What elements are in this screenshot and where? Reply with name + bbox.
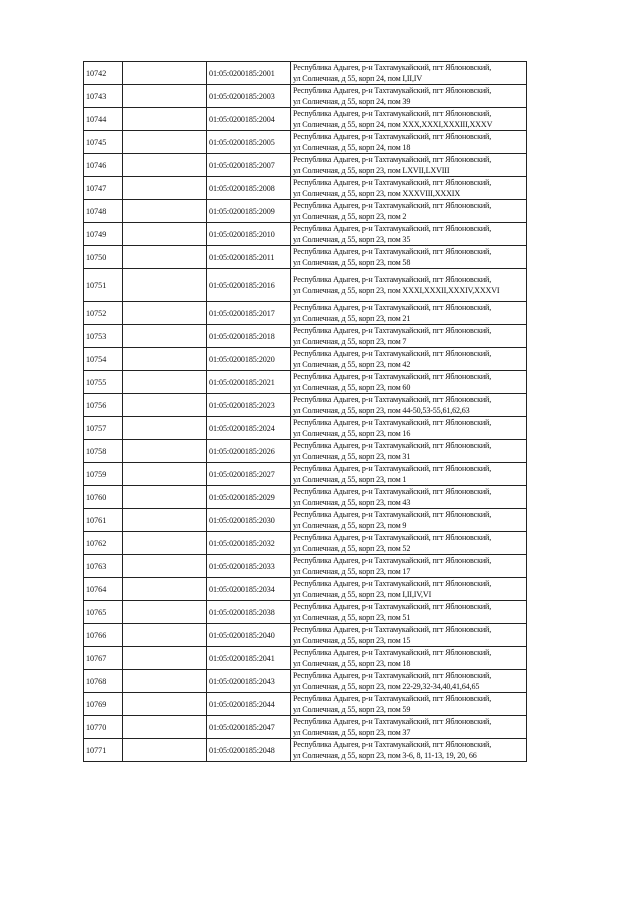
table-row — [84, 486, 527, 509]
record-number-cell: 10759 — [84, 463, 123, 486]
address-line-2: ул Солнечная, д 55, корп 23, пом 16 — [293, 429, 411, 438]
empty-cell — [123, 647, 207, 670]
record-number-cell: 10769 — [84, 693, 123, 716]
record-number-cell: 10758 — [84, 440, 123, 463]
table-row — [84, 716, 527, 739]
address-line-2: ул Солнечная, д 55, корп 23, пом 1 — [293, 475, 407, 484]
address-line-2: ул Солнечная, д 55, корп 24, пом XXX,XXXI,XXXIII,XXXV — [293, 120, 493, 129]
address-line-1: Республика Адыгея, р-н Тахтамукайский, пгт Яблоновский, — [293, 109, 492, 118]
address-line-1: Республика Адыгея, р-н Тахтамукайский, пгт Яблоновский, — [293, 694, 492, 703]
address-cell — [291, 417, 527, 440]
address-line-1: Республика Адыгея, р-н Тахтамукайский, пгт Яблоновский, — [293, 602, 492, 611]
record-number-cell: 10761 — [84, 509, 123, 532]
address-cell — [291, 85, 527, 108]
record-number-cell: 10765 — [84, 601, 123, 624]
cadastral-number-cell: 01:05:0200185:2011 — [207, 246, 291, 269]
record-number-cell: 10751 — [84, 269, 123, 302]
address-line-1: Республика Адыгея, р-н Тахтамукайский, пгт Яблоновский, — [293, 224, 492, 233]
empty-cell — [123, 302, 207, 325]
table-row — [84, 601, 527, 624]
cadastral-number-cell: 01:05:0200185:2040 — [207, 624, 291, 647]
address-line-2: ул Солнечная, д 55, корп 23, пом 17 — [293, 567, 411, 576]
empty-cell — [123, 440, 207, 463]
address-line-2: ул Солнечная, д 55, корп 23, пом 15 — [293, 636, 411, 645]
address-cell — [291, 532, 527, 555]
address-line-1: Республика Адыгея, р-н Тахтамукайский, пгт Яблоновский, — [293, 510, 492, 519]
registry-table-body — [84, 62, 527, 762]
address-cell — [291, 486, 527, 509]
empty-cell — [123, 223, 207, 246]
address-cell — [291, 670, 527, 693]
address-cell — [291, 62, 527, 85]
address-line-1: Республика Адыгея, р-н Тахтамукайский, пгт Яблоновский, — [293, 326, 492, 335]
address-line-2: ул Солнечная, д 55, корп 23, пом 51 — [293, 613, 411, 622]
address-line-2: ул Солнечная, д 55, корп 23, пом 60 — [293, 383, 411, 392]
cadastral-number-cell: 01:05:0200185:2029 — [207, 486, 291, 509]
empty-cell — [123, 108, 207, 131]
record-number-cell: 10766 — [84, 624, 123, 647]
cadastral-number-cell: 01:05:0200185:2020 — [207, 348, 291, 371]
record-number-cell: 10756 — [84, 394, 123, 417]
table-row — [84, 246, 527, 269]
empty-cell — [123, 246, 207, 269]
address-cell — [291, 302, 527, 325]
table-row — [84, 371, 527, 394]
cadastral-number-cell: 01:05:0200185:2034 — [207, 578, 291, 601]
record-number-cell: 10757 — [84, 417, 123, 440]
empty-cell — [123, 85, 207, 108]
empty-cell — [123, 131, 207, 154]
table-row — [84, 200, 527, 223]
address-line-1: Республика Адыгея, р-н Тахтамукайский, пгт Яблоновский, — [293, 155, 492, 164]
empty-cell — [123, 177, 207, 200]
cadastral-number-cell: 01:05:0200185:2005 — [207, 131, 291, 154]
record-number-cell: 10750 — [84, 246, 123, 269]
address-cell — [291, 325, 527, 348]
address-line-1: Республика Адыгея, р-н Тахтамукайский, пгт Яблоновский, — [293, 372, 492, 381]
cadastral-number-cell: 01:05:0200185:2032 — [207, 532, 291, 555]
table-row — [84, 177, 527, 200]
cadastral-number-cell: 01:05:0200185:2021 — [207, 371, 291, 394]
empty-cell — [123, 601, 207, 624]
empty-cell — [123, 693, 207, 716]
cadastral-number-cell: 01:05:0200185:2023 — [207, 394, 291, 417]
address-cell — [291, 601, 527, 624]
record-number-cell: 10771 — [84, 739, 123, 762]
table-row — [84, 440, 527, 463]
empty-cell — [123, 532, 207, 555]
cadastral-number-cell: 01:05:0200185:2018 — [207, 325, 291, 348]
address-line-1: Республика Адыгея, р-н Тахтамукайский, пгт Яблоновский, — [293, 671, 492, 680]
address-line-2: ул Солнечная, д 55, корп 23, пом 58 — [293, 258, 411, 267]
address-line-2: ул Солнечная, д 55, корп 23, пом 59 — [293, 705, 411, 714]
address-line-2: ул Солнечная, д 55, корп 23, пом 18 — [293, 659, 411, 668]
address-cell — [291, 154, 527, 177]
record-number-cell: 10749 — [84, 223, 123, 246]
address-line-1: Республика Адыгея, р-н Тахтамукайский, пгт Яблоновский, — [293, 418, 492, 427]
cadastral-number-cell: 01:05:0200185:2004 — [207, 108, 291, 131]
address-cell — [291, 716, 527, 739]
table-row — [84, 647, 527, 670]
table-row — [84, 269, 527, 302]
table-row — [84, 578, 527, 601]
address-line-1: Республика Адыгея, р-н Тахтамукайский, пгт Яблоновский, — [293, 441, 492, 450]
record-number-cell: 10760 — [84, 486, 123, 509]
address-line-1: Республика Адыгея, р-н Тахтамукайский, пгт Яблоновский, — [293, 349, 492, 358]
address-cell — [291, 578, 527, 601]
empty-cell — [123, 325, 207, 348]
address-line-1: Республика Адыгея, р-н Тахтамукайский, пгт Яблоновский, — [293, 303, 492, 312]
address-cell — [291, 394, 527, 417]
record-number-cell: 10753 — [84, 325, 123, 348]
table-row — [84, 394, 527, 417]
address-line-2: ул Солнечная, д 55, корп 23, пом I,II,IV,VI — [293, 590, 432, 599]
cadastral-number-cell: 01:05:0200185:2048 — [207, 739, 291, 762]
empty-cell — [123, 154, 207, 177]
record-number-cell: 10767 — [84, 647, 123, 670]
address-line-1: Республика Адыгея, р-н Тахтамукайский, пгт Яблоновский, — [293, 86, 492, 95]
cadastral-number-cell: 01:05:0200185:2024 — [207, 417, 291, 440]
address-cell — [291, 269, 527, 302]
address-line-2: ул Солнечная, д 55, корп 23, пом 52 — [293, 544, 411, 553]
table-row — [84, 739, 527, 762]
cadastral-number-cell: 01:05:0200185:2008 — [207, 177, 291, 200]
record-number-cell: 10752 — [84, 302, 123, 325]
table-row — [84, 417, 527, 440]
address-cell — [291, 463, 527, 486]
address-line-2: ул Солнечная, д 55, корп 23, пом 35 — [293, 235, 411, 244]
empty-cell — [123, 486, 207, 509]
address-line-2: ул Солнечная, д 55, корп 24, пом 18 — [293, 143, 411, 152]
property-registry-table — [83, 61, 527, 762]
record-number-cell: 10754 — [84, 348, 123, 371]
empty-cell — [123, 348, 207, 371]
record-number-cell: 10755 — [84, 371, 123, 394]
address-line-1: Республика Адыгея, р-н Тахтамукайский, пгт Яблоновский, — [293, 648, 492, 657]
address-line-1: Республика Адыгея, р-н Тахтамукайский, пгт Яблоновский, — [293, 395, 492, 404]
table-row — [84, 302, 527, 325]
table-row — [84, 223, 527, 246]
table-row — [84, 670, 527, 693]
cadastral-number-cell: 01:05:0200185:2010 — [207, 223, 291, 246]
cadastral-number-cell: 01:05:0200185:2047 — [207, 716, 291, 739]
record-number-cell: 10748 — [84, 200, 123, 223]
address-line-2: ул Солнечная, д 55, корп 23, пом 7 — [293, 337, 407, 346]
address-line-1: Республика Адыгея, р-н Тахтамукайский, пгт Яблоновский, — [293, 275, 492, 284]
address-line-2: ул Солнечная, д 55, корп 23, пом 21 — [293, 314, 411, 323]
table-row — [84, 108, 527, 131]
address-line-2: ул Солнечная, д 55, корп 23, пом 37 — [293, 728, 411, 737]
record-number-cell: 10768 — [84, 670, 123, 693]
record-number-cell: 10745 — [84, 131, 123, 154]
table-row — [84, 532, 527, 555]
address-line-2: ул Солнечная, д 55, корп 23, пом 43 — [293, 498, 411, 507]
empty-cell — [123, 670, 207, 693]
cadastral-number-cell: 01:05:0200185:2007 — [207, 154, 291, 177]
address-line-1: Республика Адыгея, р-н Тахтамукайский, пгт Яблоновский, — [293, 178, 492, 187]
empty-cell — [123, 417, 207, 440]
table-row — [84, 348, 527, 371]
empty-cell — [123, 371, 207, 394]
table-row — [84, 463, 527, 486]
table-row — [84, 693, 527, 716]
address-cell — [291, 200, 527, 223]
record-number-cell: 10762 — [84, 532, 123, 555]
empty-cell — [123, 624, 207, 647]
cadastral-number-cell: 01:05:0200185:2033 — [207, 555, 291, 578]
cadastral-number-cell: 01:05:0200185:2001 — [207, 62, 291, 85]
address-line-2: ул Солнечная, д 55, корп 23, пом 22-29,32-34,40,41,64,65 — [293, 682, 480, 691]
address-line-2: ул Солнечная, д 55, корп 24, пом 39 — [293, 97, 411, 106]
address-cell — [291, 223, 527, 246]
address-line-2: ул Солнечная, д 55, корп 23, пом 44-50,53-55,61,62,63 — [293, 406, 470, 415]
address-line-2: ул Солнечная, д 55, корп 23, пом 31 — [293, 452, 411, 461]
address-cell — [291, 647, 527, 670]
address-cell — [291, 509, 527, 532]
address-line-1: Республика Адыгея, р-н Тахтамукайский, пгт Яблоновский, — [293, 625, 492, 634]
record-number-cell: 10742 — [84, 62, 123, 85]
table-row — [84, 62, 527, 85]
empty-cell — [123, 555, 207, 578]
cadastral-number-cell: 01:05:0200185:2038 — [207, 601, 291, 624]
address-cell — [291, 131, 527, 154]
record-number-cell: 10746 — [84, 154, 123, 177]
address-line-1: Республика Адыгея, р-н Тахтамукайский, пгт Яблоновский, — [293, 247, 492, 256]
record-number-cell: 10763 — [84, 555, 123, 578]
address-line-2: ул Солнечная, д 55, корп 24, пом I,II,IV — [293, 74, 423, 83]
empty-cell — [123, 509, 207, 532]
address-line-2: ул Солнечная, д 55, корп 23, пом 3-6, 8, 11-13, 19, 20, 66 — [293, 751, 477, 760]
address-cell — [291, 555, 527, 578]
table-row — [84, 555, 527, 578]
empty-cell — [123, 463, 207, 486]
record-number-cell: 10744 — [84, 108, 123, 131]
cadastral-number-cell: 01:05:0200185:2030 — [207, 509, 291, 532]
cadastral-number-cell: 01:05:0200185:2041 — [207, 647, 291, 670]
address-line-2: ул Солнечная, д 55, корп 23, пом 2 — [293, 212, 407, 221]
address-line-2: ул Солнечная, д 55, корп 23, пом XXXVIII,XXXIX — [293, 189, 461, 198]
cadastral-number-cell: 01:05:0200185:2027 — [207, 463, 291, 486]
address-line-1: Республика Адыгея, р-н Тахтамукайский, пгт Яблоновский, — [293, 740, 492, 749]
empty-cell — [123, 739, 207, 762]
table-row — [84, 624, 527, 647]
cadastral-number-cell: 01:05:0200185:2017 — [207, 302, 291, 325]
address-cell — [291, 440, 527, 463]
empty-cell — [123, 200, 207, 223]
record-number-cell: 10743 — [84, 85, 123, 108]
table-row — [84, 154, 527, 177]
empty-cell — [123, 269, 207, 302]
address-cell — [291, 177, 527, 200]
address-line-2: ул Солнечная, д 55, корп 23, пом LXVII,LXVIII — [293, 166, 450, 175]
address-line-2: ул Солнечная, д 55, корп 23, пом 9 — [293, 521, 407, 530]
cadastral-number-cell: 01:05:0200185:2009 — [207, 200, 291, 223]
empty-cell — [123, 716, 207, 739]
address-cell — [291, 624, 527, 647]
empty-cell — [123, 578, 207, 601]
empty-cell — [123, 62, 207, 85]
address-line-2: ул Солнечная, д 55, корп 23, пом XXXI,XXXII,XXXIV,XXXVI — [293, 286, 500, 295]
address-cell — [291, 108, 527, 131]
table-row — [84, 85, 527, 108]
table-row — [84, 509, 527, 532]
address-cell — [291, 371, 527, 394]
address-line-1: Республика Адыгея, р-н Тахтамукайский, пгт Яблоновский, — [293, 579, 492, 588]
address-line-1: Республика Адыгея, р-н Тахтамукайский, пгт Яблоновский, — [293, 63, 492, 72]
address-line-1: Республика Адыгея, р-н Тахтамукайский, пгт Яблоновский, — [293, 487, 492, 496]
address-line-1: Республика Адыгея, р-н Тахтамукайский, пгт Яблоновский, — [293, 533, 492, 542]
address-line-1: Республика Адыгея, р-н Тахтамукайский, пгт Яблоновский, — [293, 717, 492, 726]
address-line-1: Республика Адыгея, р-н Тахтамукайский, пгт Яблоновский, — [293, 201, 492, 210]
record-number-cell: 10770 — [84, 716, 123, 739]
cadastral-number-cell: 01:05:0200185:2026 — [207, 440, 291, 463]
address-line-1: Республика Адыгея, р-н Тахтамукайский, пгт Яблоновский, — [293, 556, 492, 565]
record-number-cell: 10747 — [84, 177, 123, 200]
cadastral-number-cell: 01:05:0200185:2043 — [207, 670, 291, 693]
address-line-2: ул Солнечная, д 55, корп 23, пом 42 — [293, 360, 411, 369]
address-cell — [291, 739, 527, 762]
cadastral-number-cell: 01:05:0200185:2044 — [207, 693, 291, 716]
address-cell — [291, 693, 527, 716]
table-row — [84, 325, 527, 348]
address-line-1: Республика Адыгея, р-н Тахтамукайский, пгт Яблоновский, — [293, 132, 492, 141]
table-row — [84, 131, 527, 154]
cadastral-number-cell: 01:05:0200185:2003 — [207, 85, 291, 108]
address-line-1: Республика Адыгея, р-н Тахтамукайский, пгт Яблоновский, — [293, 464, 492, 473]
cadastral-number-cell: 01:05:0200185:2016 — [207, 269, 291, 302]
empty-cell — [123, 394, 207, 417]
address-cell — [291, 348, 527, 371]
record-number-cell: 10764 — [84, 578, 123, 601]
address-cell — [291, 246, 527, 269]
